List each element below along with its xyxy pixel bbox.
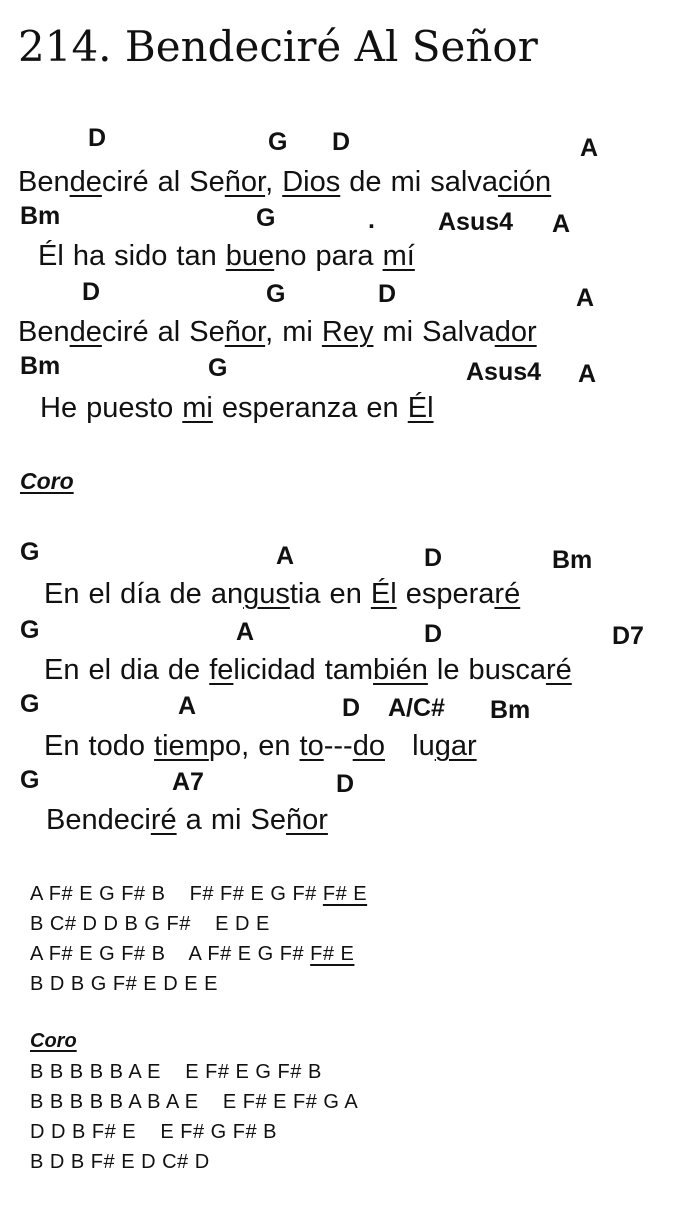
lyric-line: En el dia de felicidad también le buscaré xyxy=(44,654,572,686)
chord: G xyxy=(20,690,40,718)
chord: A xyxy=(578,360,597,388)
lyric-line: He puesto mi esperanza en Él xyxy=(40,392,434,424)
chord: Bm xyxy=(20,352,61,380)
note-line: B B B B B A B A E E F# E F# G A xyxy=(30,1091,359,1113)
chord: A xyxy=(236,618,255,646)
chord: A xyxy=(552,210,571,238)
chord: D xyxy=(378,280,397,308)
note-line: B B B B B A E E F# E G F# B xyxy=(30,1061,322,1083)
chord: G xyxy=(266,280,286,308)
chord: G xyxy=(208,354,228,382)
chord: Bm xyxy=(552,546,593,574)
note-line: D D B F# E E F# G F# B xyxy=(30,1121,278,1143)
coro-heading: Coro xyxy=(20,468,74,494)
lyric-line: Bendeciré al Señor, Dios de mi salvación xyxy=(18,166,552,198)
song-title: 214. Bendeciré Al Señor xyxy=(18,22,538,71)
chord: A/C# xyxy=(388,694,445,722)
notes-coro-heading: Coro xyxy=(30,1030,77,1052)
chord: G xyxy=(256,204,276,232)
chord: G xyxy=(20,766,40,794)
chord: G xyxy=(268,128,288,156)
chord: A xyxy=(576,284,595,312)
chord: D7 xyxy=(612,622,644,650)
chord: Asus4 xyxy=(438,208,514,236)
chord: A xyxy=(178,692,197,720)
note-line: B C# D D B G F# E D E xyxy=(30,913,270,935)
chord: A xyxy=(580,134,599,162)
chord: A xyxy=(276,542,295,570)
note-line: B D B G F# E D E E xyxy=(30,973,218,995)
chord: . xyxy=(368,206,375,234)
note-line: A F# E G F# B F# F# E G F# F# E xyxy=(30,883,368,905)
chord: D xyxy=(82,278,101,306)
chord: Asus4 xyxy=(466,358,542,386)
chord: D xyxy=(342,694,361,722)
chord: Bm xyxy=(20,202,61,230)
lyric-line: En el día de angustia en Él esperaré xyxy=(44,578,521,610)
lyric-line: En todo tiempo, en to---do lugar xyxy=(44,730,477,762)
chord: G xyxy=(20,616,40,644)
chord: D xyxy=(332,128,351,156)
lyric-line: Él ha sido tan bueno para mí xyxy=(38,240,415,272)
note-line: A F# E G F# B A F# E G F# F# E xyxy=(30,943,355,965)
chord: D xyxy=(88,124,107,152)
note-line: B D B F# E D C# D xyxy=(30,1151,210,1173)
chord: Bm xyxy=(490,696,531,724)
chord: A7 xyxy=(172,768,204,796)
lyric-line: Bendeciré al Señor, mi Rey mi Salvador xyxy=(18,316,537,348)
lyric-line: Bendeciré a mi Señor xyxy=(46,804,328,836)
chord: G xyxy=(20,538,40,566)
chord: D xyxy=(424,544,443,572)
chord: D xyxy=(336,770,355,798)
chord: D xyxy=(424,620,443,648)
